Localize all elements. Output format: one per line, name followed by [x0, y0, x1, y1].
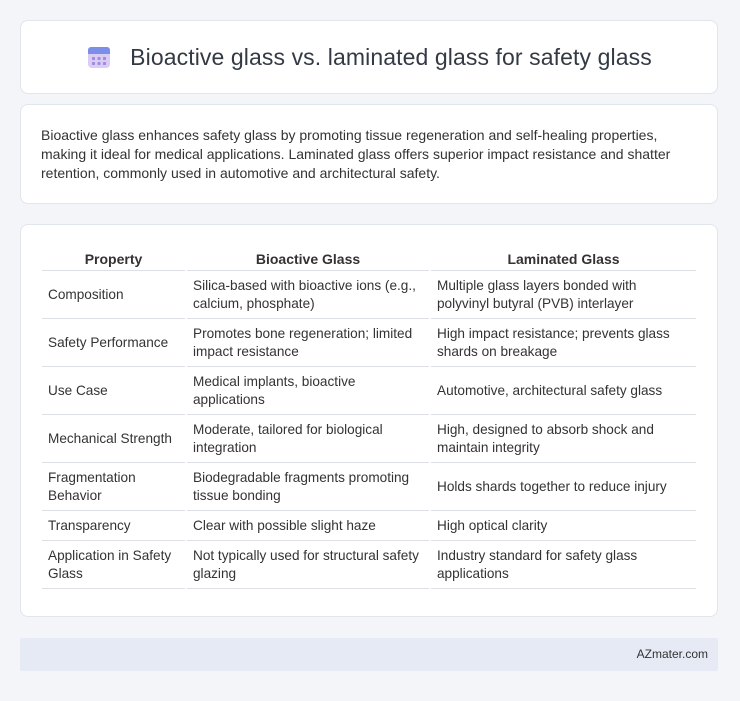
cell-property: Safety Performance	[42, 319, 185, 367]
column-header-property: Property	[42, 245, 185, 271]
intro-text: Bioactive glass enhances safety glass by promoting tissue regeneration and self-healing properties, making it ideal for medical applications. Laminated glass offers superior impact resistance and shatter retention, commonly used in automotive and architectural safety.	[41, 127, 671, 181]
cell-laminated: Automotive, architectural safety glass	[431, 367, 696, 415]
comparison-table-card	[20, 224, 718, 617]
cell-bioactive: Biodegradable fragments promoting tissue bonding	[187, 463, 429, 511]
cell-property: Transparency	[42, 511, 185, 541]
table-row	[42, 463, 696, 511]
table-row	[42, 271, 696, 319]
cell-property: Application in Safety Glass	[42, 541, 185, 589]
cell-bioactive: Clear with possible slight haze	[187, 511, 429, 541]
comparison-table	[40, 245, 698, 589]
cell-laminated: Holds shards together to reduce injury	[431, 463, 696, 511]
cell-property: Use Case	[42, 367, 185, 415]
cell-laminated: High, designed to absorb shock and maintain integrity	[431, 415, 696, 463]
table-row	[42, 511, 696, 541]
column-header-laminated: Laminated Glass	[431, 245, 696, 271]
table-row	[42, 319, 696, 367]
table-header-row	[42, 245, 696, 271]
cell-bioactive: Not typically used for structural safety glazing	[187, 541, 429, 589]
cell-property: Composition	[42, 271, 185, 319]
intro-card	[20, 104, 718, 204]
cell-laminated: High optical clarity	[431, 511, 696, 541]
calendar-icon	[86, 44, 112, 70]
cell-bioactive: Promotes bone regeneration; limited impact resistance	[187, 319, 429, 367]
footer-site-link[interactable]: AZmater.com	[636, 647, 708, 661]
cell-property: Mechanical Strength	[42, 415, 185, 463]
footer-bar	[20, 638, 718, 671]
cell-laminated: Multiple glass layers bonded with polyvinyl butyral (PVB) interlayer	[431, 271, 696, 319]
cell-bioactive: Silica-based with bioactive ions (e.g., calcium, phosphate)	[187, 271, 429, 319]
title-card	[20, 20, 718, 94]
page-title: Bioactive glass vs. laminated glass for safety glass	[130, 43, 652, 70]
cell-property: Fragmentation Behavior	[42, 463, 185, 511]
table-row	[42, 367, 696, 415]
table-row	[42, 541, 696, 589]
cell-laminated: High impact resistance; prevents glass shards on breakage	[431, 319, 696, 367]
table-row	[42, 415, 696, 463]
cell-bioactive: Moderate, tailored for biological integration	[187, 415, 429, 463]
column-header-bioactive: Bioactive Glass	[187, 245, 429, 271]
cell-laminated: Industry standard for safety glass applications	[431, 541, 696, 589]
cell-bioactive: Medical implants, bioactive applications	[187, 367, 429, 415]
